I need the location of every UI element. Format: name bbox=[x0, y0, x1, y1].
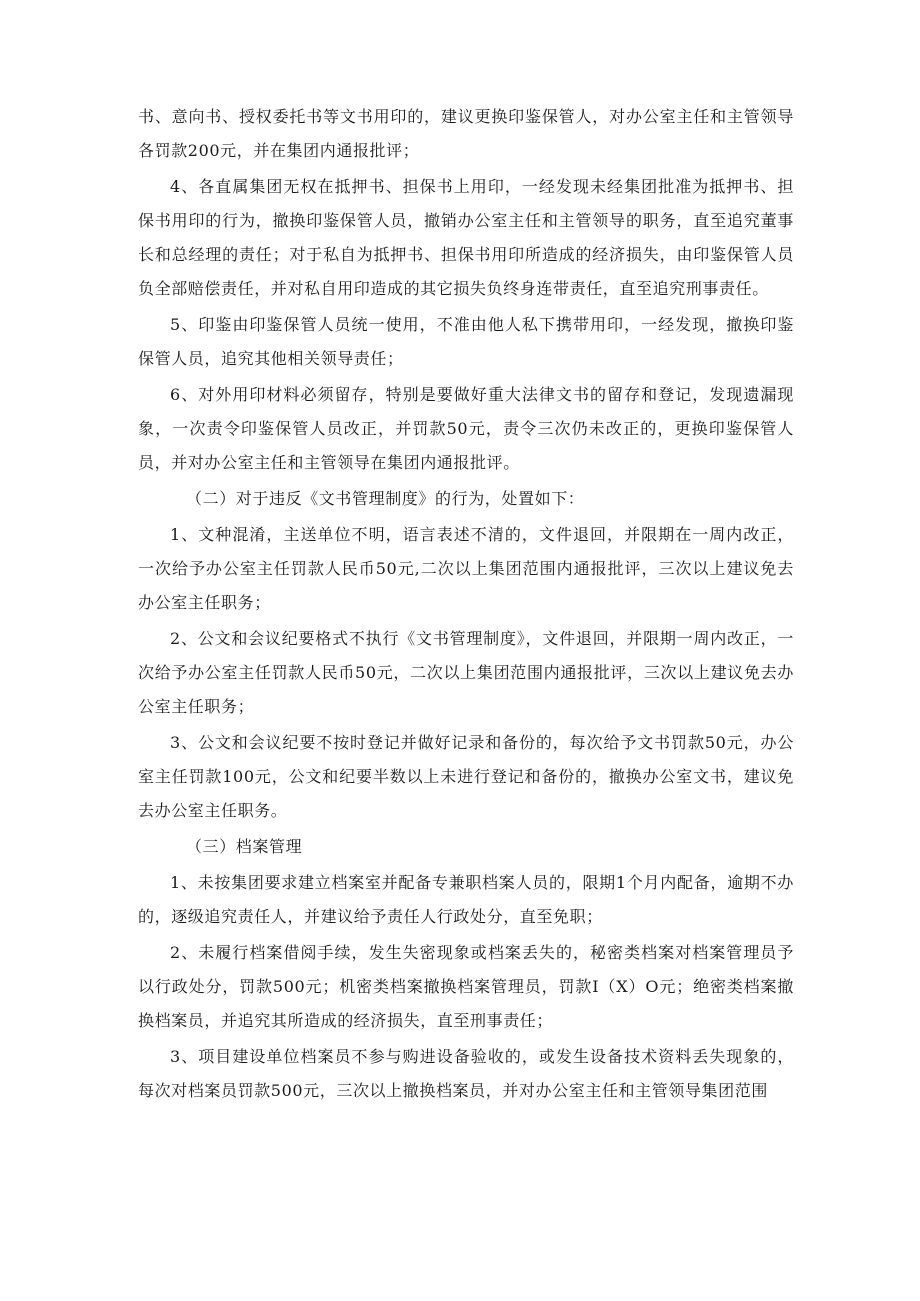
paragraph-continued: 书、意向书、授权委托书等文书用印的，建议更换印鉴保管人，对办公室主任和主管领导各罚款200元，并在集团内通报批评； bbox=[138, 107, 794, 160]
section-heading-2: （二）对于违反《文书管理制度》的行为，处置如下： bbox=[186, 489, 585, 508]
paragraph-item-5: 5、印鉴由印鉴保管人员统一使用，不准由他人私下携带用印，一经发现，撤换印鉴保管人员，追究其他相关领导责任； bbox=[138, 315, 794, 368]
paragraph-archive-item-3: 3、项目建设单位档案员不参与购进设备验收的，或发生设备技术资料丢失现象的，每次对档案员罚款500元，三次以上撤换档案员，并对办公室主任和主管领导集团范围 bbox=[138, 1047, 794, 1100]
paragraph-item-4: 4、各直属集团无权在抵押书、担保书上用印，一经发现未经集团批准为抵押书、担保书用印的行为，撤换印鉴保管人员，撤销办公室主任和主管领导的职务，直至追究董事长和总经理的责任；对于私自为抵押书、担保书用印所造成的经济损失，由印鉴保管人员负全部赔偿责任，并对私自用印造成的其它损失负终身连带责任，直至追究刑事责任。 bbox=[138, 177, 794, 298]
paragraph-item-6: 6、对外用印材料必须留存，特别是要做好重大法律文书的留存和登记，发现遗漏现象，一次责令印鉴保管人员改正，并罚款50元，责令三次仍未改正的，更换印鉴保管人员，并对办公室主任和主管领导在集团内通报批评。 bbox=[138, 385, 794, 472]
paragraph-doc-item-3: 3、公文和会议纪要不按时登记并做好记录和备份的，每次给予文书罚款50元，办公室主任罚款100元，公文和纪要半数以上未进行登记和备份的，撤换办公室文书，建议免去办公室主任职务。 bbox=[138, 733, 794, 820]
paragraph-archive-item-2: 2、未履行档案借阅手续，发生失密现象或档案丢失的，秘密类档案对档案管理员予以行政处分，罚款500元；机密类档案撤换档案管理员，罚款I（X）O元；绝密类档案撤换档案员，并追究其所造成的经济损失，直至刑事责任； bbox=[138, 943, 794, 1030]
section-heading-3: （三）档案管理 bbox=[186, 837, 303, 856]
document-body bbox=[138, 100, 794, 1108]
paragraph-archive-item-1: 1、未按集团要求建立档案室并配备专兼职档案人员的，限期1个月内配备，逾期不办的，逐级追究责任人，并建议给予责任人行政处分，直至免职； bbox=[138, 873, 794, 926]
paragraph-doc-item-2: 2、公文和会议纪要格式不执行《文书管理制度》，文件退回，并限期一周内改正，一次给予办公室主任罚款人民币50元，二次以上集团范围内通报批评，三次以上建议免去办公室主任职务； bbox=[138, 629, 794, 716]
paragraph-doc-item-1: 1、文种混淆，主送单位不明，语言表述不清的，文件退回，并限期在一周内改正，一次给予办公室主任罚款人民币50元,二次以上集团范围内通报批评，三次以上建议免去办公室主任职务； bbox=[138, 525, 794, 612]
